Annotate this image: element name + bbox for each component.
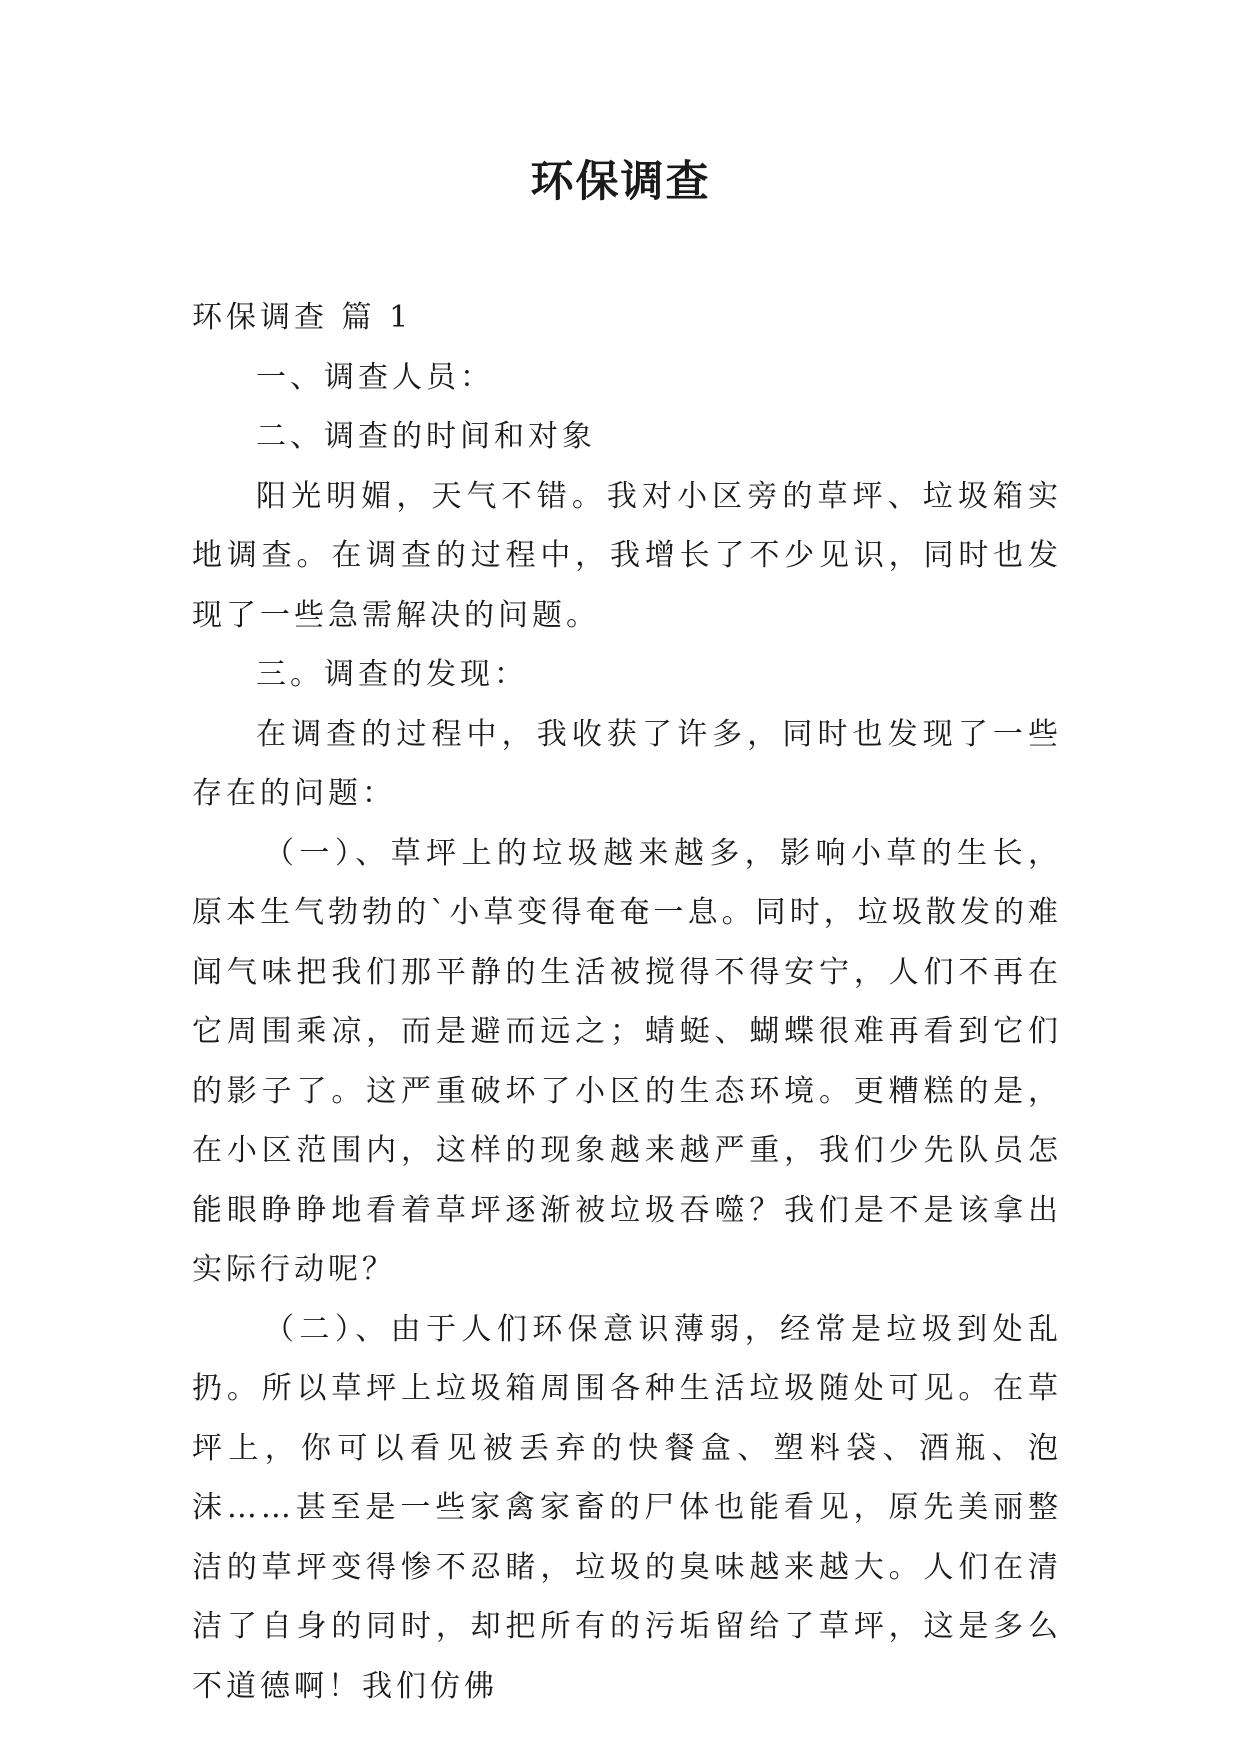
paragraph-finding-two: （二）、由于人们环保意识薄弱，经常是垃圾到处乱扔。所以草坪上垃圾箱周围各种生活垃圾随处可见。在草坪上，你可以看见被丢弃的快餐盒、塑料袋、酒瓶、泡沫……甚至是一些家禽家畜的尸体也能看见，原先美丽整洁的草坪变得惨不忍睹，垃圾的臭味越来越大。人们在清洁了自身的同时，却把所有的污垢留给了草坪，这是多么不道德啊！我们仿佛 — [192, 1311, 1062, 1704]
section-heading: 环保调查 篇 1 — [192, 300, 413, 335]
paragraph-findings-intro: 在调查的过程中，我收获了许多，同时也发现了一些存在的问题： — [192, 716, 1062, 811]
paragraph-finding-one: （一）、草坪上的垃圾越来越多，影响小草的生长，原本生气勃勃的`小草变得奄奄一息。同时，垃圾散发的难闻气味把我们那平静的生活被搅得不得安宁，人们不再在它周围乘凉，而是避而远之；蜻蜓、蝴蝶很难再看到它们的影子了。这严重破坏了小区的生态环境。更糟糕的是，在小区范围内，这样的现象越来越严重，我们少先队员怎能眼睁睁地看着草坪逐渐被垃圾吞噬？我们是不是该拿出实际行动呢？ — [192, 835, 1062, 1287]
paragraph-findings-heading: 三。调查的发现： — [256, 657, 528, 692]
paragraph-time-and-subject: 二、调查的时间和对象 — [256, 419, 596, 454]
paragraph-investigators: 一、调查人员： — [256, 359, 494, 395]
document-title: 环保调查 — [530, 157, 711, 207]
document-body — [192, 288, 1062, 1716]
paragraph-intro: 阳光明媚，天气不错。我对小区旁的草坪、垃圾箱实地调查。在调查的过程中，我增长了不少见识，同时也发现了一些急需解决的问题。 — [192, 478, 1062, 633]
